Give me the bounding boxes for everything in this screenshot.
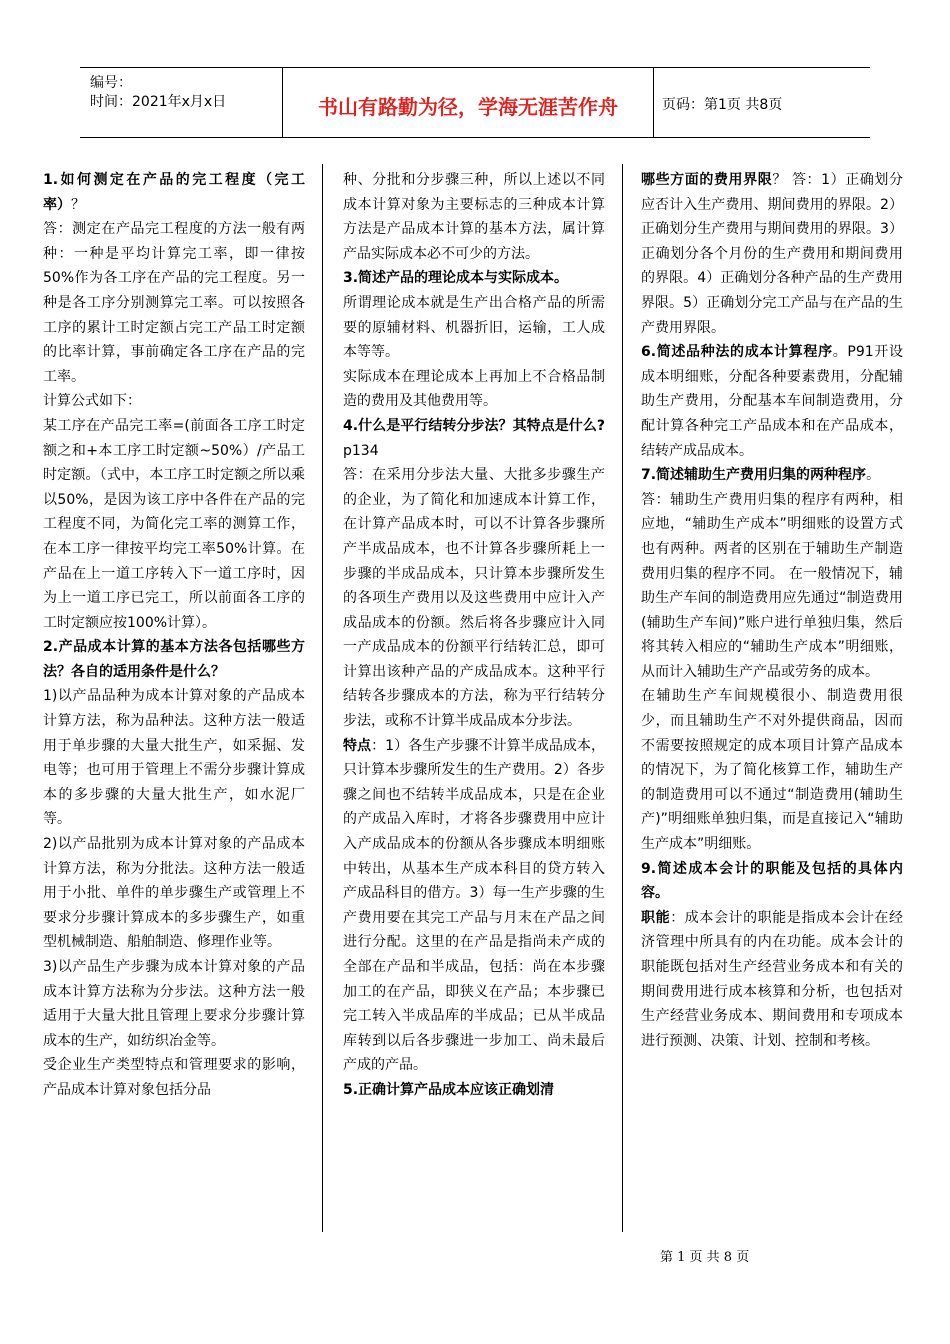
question-title-text: 1.如何测定在产品的完工程度（完工率）: [43, 172, 305, 213]
header-page-info: 页码：第1页 共8页: [662, 97, 783, 113]
text-column-1: [43, 168, 305, 1103]
question-title: [43, 168, 305, 217]
paragraph: 答：测定在产品完工程度的方法一般有两种：一种是平均计算完工率，即一律按50%作为各工序在产品的完工程度。另一种是各工序分别测算完工率。可以按照各工序的累计工时定额占完工产品工时定额的比率计算，事前确定各工序在产品的完工率。: [43, 221, 305, 385]
paragraph: 1)以产品品种为成本计算对象的产品成本计算方法，称为品种法。这种方法一般适用于单步骤的大量大批生产，如采掘、发电等；也可用于管理上不需分步骤计算成本的多步骤的大量大批生产，如水泥厂等。: [43, 688, 305, 828]
question-title-text: 6.简述品种法的成本计算程序: [641, 344, 833, 361]
header-left-cell: [80, 68, 282, 137]
question-title: [343, 1078, 605, 1103]
paragraph: [343, 734, 605, 1078]
paragraph: [641, 340, 903, 463]
question-title-text: 7.简述辅助生产费用归集的两种程序: [641, 467, 867, 484]
page-footer: 第 1 页 共 8 页: [660, 1250, 750, 1265]
paragraph-text: ：成本会计的职能是指成本会计在经济管理中所具有的内在功能。成本会计的职能既包括对生产经营业务成本和有关的期间费用进行成本核算和分析，也包括对生产经营业务成本、期间费用和专项成本进行预测、决策、计划、控制和考核。: [641, 909, 904, 1049]
paragraph: 答：在采用分步法大量、大批多步骤生产的企业，为了简化和加速成本计算工作，在计算产品成本时，可以不计算各步骤所产半成品成本，也不计算各步骤所耗上一步骤的半成品成本，只计算本步骤所发生的各项生产费用以及这些费用中应计入产成品成本的份额。然后将各步骤应计入同一产成品成本的份额平行结转汇总，即可计算出该种产品的产成品成本。这种平行结转各步骤成本的方法，称为平行结转分步法，或称不计算半成品成本分步法。: [343, 467, 605, 730]
paragraph-text: 。P91开设成本明细账，分配各种要素费用，分配辅助生产费用，分配基本车间制造费用，分配计算各种完工产品成本和在产品成本，结转产成品成本。: [641, 344, 903, 459]
question-title-text: 5.正确计算产品成本应该正确划清: [343, 1081, 555, 1098]
paragraph-text: ？ 答：1）正确划分应否计入生产费用、期间费用的界限。2）正确划分生产费用与期间费用的界限。3）正确划分各个月份的生产费用和期间费用的界限。4）正确划分各种产品的生产费用界限。5）正确划分完工产品与在产品的生产费用界限。: [641, 172, 904, 336]
question-title-text: 2.产品成本计算的基本方法各包括哪些方法？各自的适用条件是什么？: [43, 639, 305, 680]
paragraph: [641, 906, 903, 1054]
column-divider: [622, 164, 623, 1232]
paragraph: 2)以产品批别为成本计算对象的产品成本计算方法，称为分批法。这种方法一般适用于小批、单件的单步骤生产或管理上不要求分步骤计算成本的多步骤生产，如重型机械制造、船舶制造、修理作业等。: [43, 836, 305, 951]
paragraph: 种、分批和分步骤三种，所以上述以不同成本计算对象为主要标志的三种成本计算方法是产品成本计算的基本方法，属计算产品实际成本必不可少的方法。: [343, 172, 605, 262]
paragraph: 在辅助生产车间规模很小、制造费用很少，而且辅助生产不对外提供商品，因而不需要按照规定的成本项目计算产品成本的情况下，为了简化核算工作，辅助生产的制造费用可以不通过“制造费用(辅助生产)”明细账单独归集，而是直接记入“辅助生产成本”明细账。: [641, 688, 903, 853]
header-motto: 书山有路勤为径，学海无涯苦作舟: [282, 68, 654, 137]
question-title-tail: 。: [866, 467, 881, 484]
text-column-2: [343, 168, 605, 1103]
question-title: [43, 635, 305, 684]
page-reference: p134: [343, 442, 379, 459]
question-title: [641, 857, 903, 906]
page-header: [80, 67, 870, 138]
column-divider: [322, 164, 323, 1232]
paragraph: [641, 168, 903, 340]
feature-label: 特点: [343, 737, 372, 754]
question-title: [343, 414, 605, 463]
question-title: [641, 463, 903, 488]
function-label: 职能: [641, 909, 671, 926]
question-title-text: 哪些方面的费用界限: [641, 172, 773, 188]
question-title-text: 4.什么是平行结转分步法？其特点是什么?: [343, 417, 605, 434]
paragraph: 所谓理论成本就是生产出合格产品的所需要的原辅材料、机器折旧，运输，工人成本等等。: [343, 294, 605, 361]
paragraph-text: ：1）各生产步骤不计算半成品成本，只计算本步骤所发生的生产费用。2）各步骤之间也不结转半成品成本，只是在企业的产成品入库时，才将各步骤费用中应计入产成品成本的份额从各步骤成本明细账中转出，从基本生产成本科目的贷方转入产成品科目的借方。3）每一生产步骤的生产费用要在其完工产品与月末在产品之间进行分配。这里的在产品是指尚未产成的全部在产品和半成品，包括：尚在本步骤加工的在产品，即狭义在产品；本步骤已完工转入半成品库的半成品；已从半成品库转到以后各步骤进一步加工、尚未最后产成的产品。: [343, 737, 606, 1074]
question-title-text: 3.简述产品的理论成本与实际成本。: [343, 270, 569, 287]
text-column-3: [641, 168, 903, 1053]
document-number-label: 编号：: [90, 75, 132, 91]
question-title-tail: ？: [71, 196, 85, 213]
question-title: [343, 266, 605, 291]
paragraph: 答：辅助生产费用归集的程序有两种，相应地，“辅助生产成本”明细账的设置方式也有两种。两者的区别在于辅助生产制造费用归集的程序不同。 在一般情况下，辅助生产车间的制造费用应先通过“制造费用(辅助生产车间)”账户进行单独归集，然后将其转入相应的“辅助生产成本”明细账，从而计入辅助生产产品或劳务的成本。: [641, 491, 903, 680]
paragraph: 计算公式如下：: [43, 393, 141, 410]
document-time: 时间：2021年x月x日: [90, 94, 227, 110]
question-title-text: 9.简述成本会计的职能及包括的具体内容。: [641, 860, 903, 902]
paragraph: 3)以产品生产步骤为成本计算对象的产品成本计算方法称为分步法。这种方法一般适用于大量大批且管理上要求分步骤计算成本的生产，如纺织冶金等。: [43, 959, 305, 1049]
paragraph: 某工序在产品完工率=(前面各工序工时定额之和+本工序工时定额~50%）/产品工时定额。（式中，本工序工时定额之所以乘以50%，是因为该工序中各件在产品的完工程度不同，为简化完工率的测算工作，在本工序一律按平均完工率50%计算。在产品在上一道工序转入下一道工序时，因为上一道工序已完工，所以前面各工序的工时定额应按100%计算）。: [43, 417, 305, 631]
paragraph: 受企业生产类型特点和管理要求的影响，产品成本计算对象包括分品: [43, 1057, 305, 1098]
paragraph: 实际成本在理论成本上再加上不合格品制造的费用及其他费用等。: [343, 368, 605, 410]
